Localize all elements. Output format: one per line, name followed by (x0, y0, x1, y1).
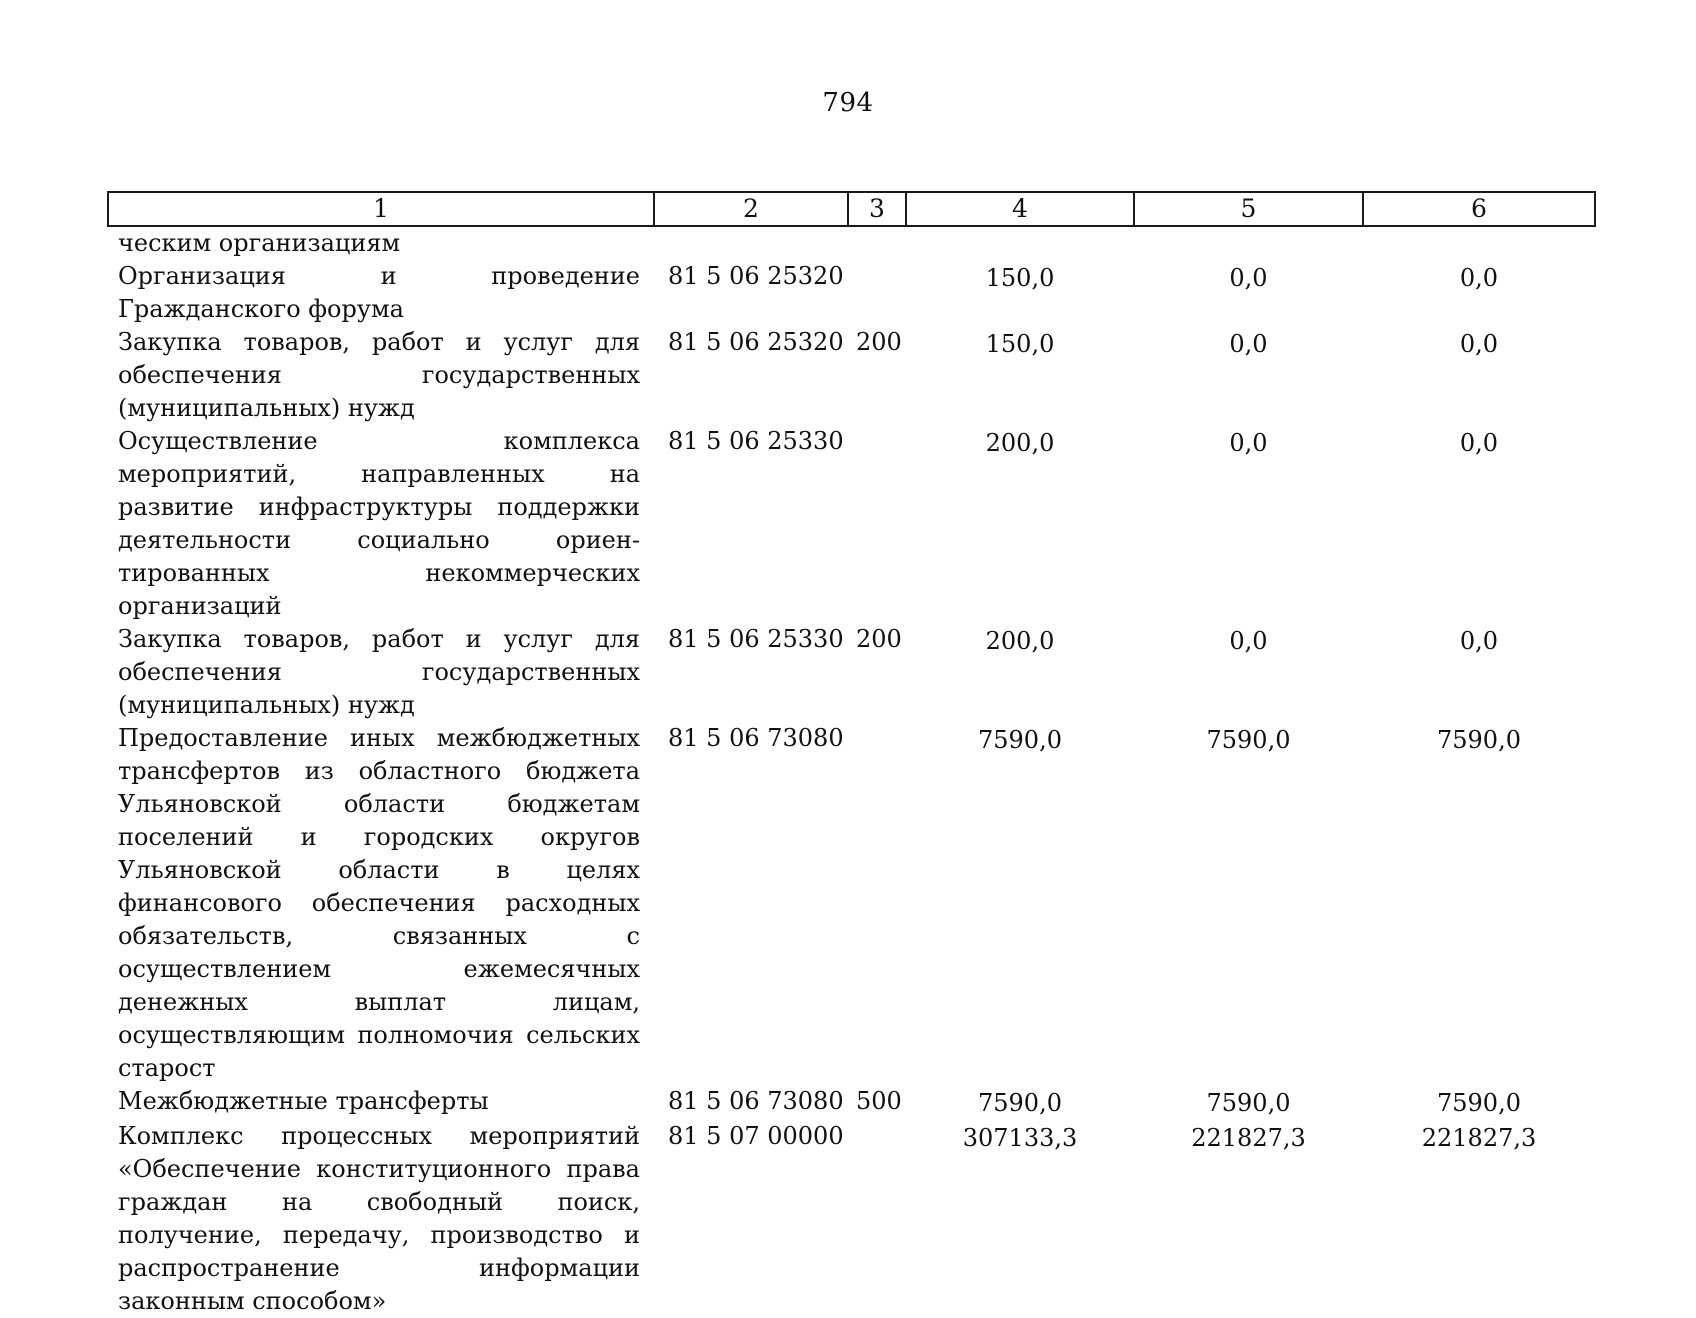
row-value-4 (906, 326, 1134, 425)
row-value-5 (1134, 1120, 1363, 1318)
row-name: Комплекс процессных мероприятий «Обеспечение конституционного права граждан на свободный поиск, получение, передачу, производство и распространение информации законным способом» (118, 1122, 640, 1315)
row-value-4-text: 7590,0 (978, 1089, 1062, 1117)
page-number: 794 (822, 88, 874, 118)
row-name: Межбюджетные трансферты (118, 1087, 489, 1115)
table-row (108, 722, 1595, 1085)
row-code: 81 5 06 25330 (668, 427, 844, 455)
row-value-6 (1363, 226, 1595, 260)
row-value-5 (1134, 1085, 1363, 1120)
row-value-4 (906, 1085, 1134, 1120)
row-value-6-text: 221827,3 (1421, 1124, 1537, 1152)
row-value-6-text: 0,0 (1459, 330, 1499, 358)
row-value-4-text: 7590,0 (978, 726, 1062, 754)
row-value-5 (1134, 226, 1363, 260)
column-header-2: 2 (654, 192, 848, 226)
row-value-6-text: 7590,0 (1437, 1089, 1521, 1117)
column-header-6: 6 (1363, 192, 1595, 226)
row-value-5 (1134, 722, 1363, 1085)
table-header-row (108, 192, 1595, 226)
row-value-5 (1134, 326, 1363, 425)
row-value-6 (1363, 260, 1595, 326)
row-value-4-text: 307133,3 (962, 1124, 1078, 1152)
row-value-4 (906, 623, 1134, 722)
row-value-5 (1134, 425, 1363, 623)
row-value-5 (1134, 623, 1363, 722)
row-value-4-text: 150,0 (985, 330, 1055, 358)
row-value-6-text: 0,0 (1459, 429, 1499, 457)
row-value-6 (1363, 1085, 1595, 1120)
row-value-6 (1363, 425, 1595, 623)
row-value-5-text: 0,0 (1229, 330, 1268, 358)
row-value-6 (1363, 722, 1595, 1085)
row-value-5-text: 7590,0 (1206, 726, 1291, 754)
table-row (108, 226, 1595, 260)
row-expense-type (848, 722, 906, 1085)
row-value-5-text: 0,0 (1229, 429, 1268, 457)
row-name: Закупка товаров, работ и услуг для обеспечения государственных (муниципальных) нужд (118, 328, 640, 422)
row-value-4 (906, 260, 1134, 326)
row-name: Осуществление комплекса мероприятий, направленных на развитие инфраструктуры поддержки деятельности социально ориентированных некоммерческих организаций (118, 427, 640, 620)
column-header-4: 4 (906, 192, 1134, 226)
table-row (108, 425, 1595, 623)
table-row (108, 1085, 1595, 1120)
table-row (108, 623, 1595, 722)
row-value-4 (906, 722, 1134, 1085)
row-expense-type (848, 1120, 906, 1318)
row-code: 81 5 06 73080 (668, 724, 844, 752)
row-name: ческим организациям (118, 229, 401, 257)
row-value-4 (906, 1120, 1134, 1318)
row-name: Организация и проведение Гражданского форума (118, 262, 640, 323)
row-value-6 (1363, 623, 1595, 722)
row-expense-type (848, 260, 906, 326)
row-code: 81 5 06 25320 (668, 328, 844, 356)
row-value-4-text: 200,0 (985, 627, 1055, 655)
row-value-4-text: 200,0 (985, 429, 1055, 457)
row-code (654, 226, 848, 260)
row-value-5-text: 7590,0 (1206, 1089, 1291, 1117)
row-value-4-text: 150,0 (985, 264, 1055, 292)
row-name: Закупка товаров, работ и услуг для обеспечения государственных (муниципальных) нужд (118, 625, 640, 719)
row-value-5-text: 0,0 (1229, 627, 1268, 655)
row-value-6-text: 0,0 (1459, 264, 1499, 292)
row-expense-type (848, 425, 906, 623)
row-value-5-text: 0,0 (1229, 264, 1268, 292)
row-expense-type: 200 (856, 625, 902, 653)
column-header-3: 3 (848, 192, 906, 226)
row-code: 81 5 06 73080 (668, 1087, 844, 1115)
row-expense-type: 500 (856, 1087, 902, 1115)
row-code: 81 5 06 25320 (668, 262, 844, 290)
table-row (108, 1120, 1595, 1318)
row-name: Предоставление иных межбюджетных трансфертов из областного бюджета Ульяновской области бюджетам поселений и городских округов Ульяновской области в целях финансового обеспечения расходных обязательств, связанных с осуществлением ежемесячных денежных выплат лицам, осуществляющим полномочия сельских старост (118, 724, 640, 1082)
row-value-5 (1134, 260, 1363, 326)
row-value-6 (1363, 1120, 1595, 1318)
column-header-5: 5 (1134, 192, 1363, 226)
row-code: 81 5 06 25330 (668, 625, 844, 653)
row-value-6 (1363, 326, 1595, 425)
table-row (108, 260, 1595, 326)
row-value-4 (906, 226, 1134, 260)
row-value-5-text: 221827,3 (1191, 1124, 1306, 1152)
row-value-4 (906, 425, 1134, 623)
table-row (108, 326, 1595, 425)
row-expense-type: 200 (856, 328, 902, 356)
row-code: 81 5 07 00000 (668, 1122, 844, 1150)
budget-table (107, 191, 1596, 1318)
row-expense-type (848, 226, 906, 260)
row-value-6-text: 0,0 (1459, 627, 1499, 655)
column-header-1: 1 (108, 192, 654, 226)
row-value-6-text: 7590,0 (1437, 726, 1521, 754)
